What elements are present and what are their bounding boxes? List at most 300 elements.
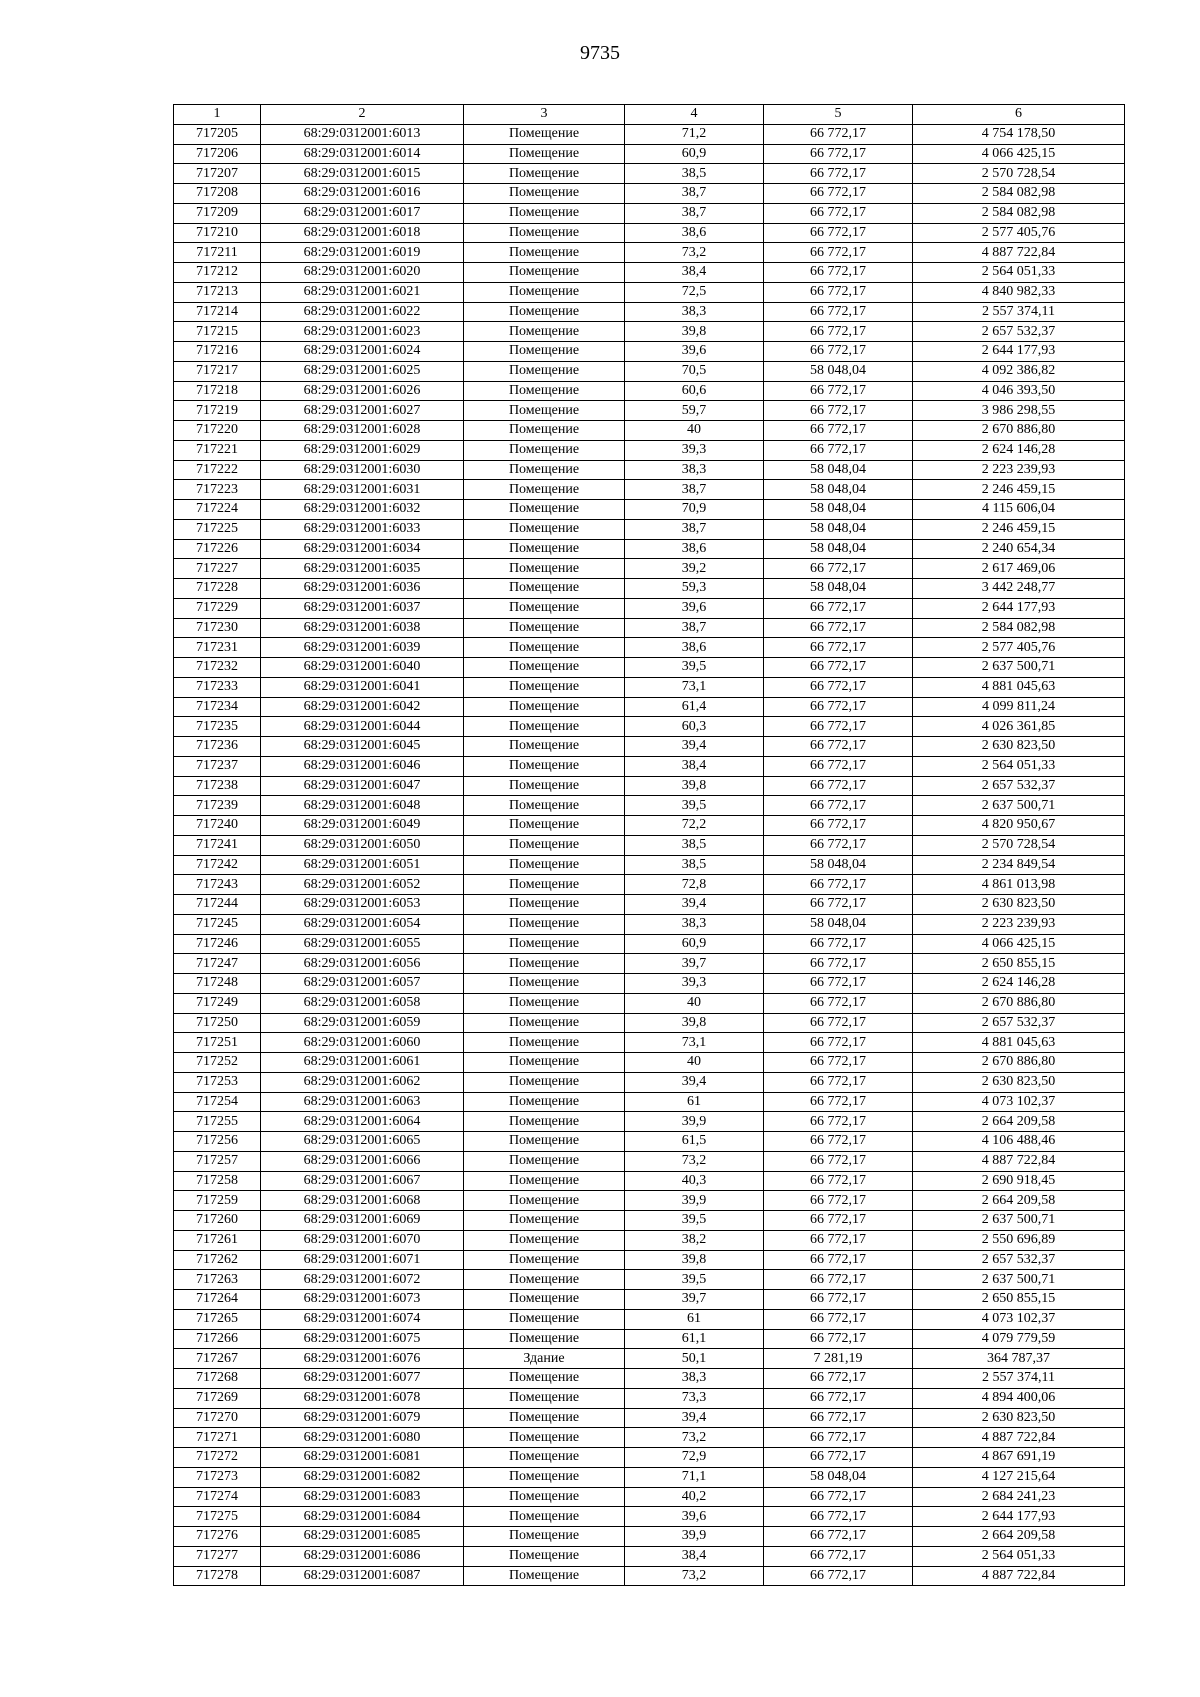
- table-row: [174, 1250, 1125, 1270]
- row-number-cell: 717260: [174, 1211, 261, 1231]
- specific-value-cell: 66 772,17: [764, 263, 913, 283]
- cadastral-value-cell: 4 099 811,24: [913, 697, 1125, 717]
- row-number-cell: 717208: [174, 184, 261, 204]
- cadastral-number-cell: 68:29:0312001:6053: [261, 895, 464, 915]
- area-cell: 39,9: [625, 1191, 764, 1211]
- table-row: [174, 243, 1125, 263]
- object-type-cell: Помещение: [464, 1546, 625, 1566]
- cadastral-value-cell: 4 092 386,82: [913, 361, 1125, 381]
- cadastral-number-cell: 68:29:0312001:6033: [261, 519, 464, 539]
- object-type-cell: Помещение: [464, 1230, 625, 1250]
- object-type-cell: Помещение: [464, 500, 625, 520]
- row-number-cell: 717256: [174, 1132, 261, 1152]
- object-type-cell: Помещение: [464, 1388, 625, 1408]
- row-number-cell: 717246: [174, 934, 261, 954]
- cadastral-value-cell: 4 887 722,84: [913, 1566, 1125, 1586]
- specific-value-cell: 66 772,17: [764, 816, 913, 836]
- object-type-cell: Помещение: [464, 1053, 625, 1073]
- cadastral-value-cell: 2 570 728,54: [913, 164, 1125, 184]
- row-number-cell: 717224: [174, 500, 261, 520]
- specific-value-cell: 66 772,17: [764, 1072, 913, 1092]
- specific-value-cell: 58 048,04: [764, 519, 913, 539]
- cadastral-value-cell: 4 861 013,98: [913, 875, 1125, 895]
- area-cell: 61: [625, 1092, 764, 1112]
- specific-value-cell: 66 772,17: [764, 1408, 913, 1428]
- area-cell: 39,8: [625, 1013, 764, 1033]
- object-type-cell: Помещение: [464, 796, 625, 816]
- cadastral-number-cell: 68:29:0312001:6035: [261, 559, 464, 579]
- specific-value-cell: 66 772,17: [764, 1270, 913, 1290]
- cadastral-value-cell: 4 887 722,84: [913, 1428, 1125, 1448]
- table-row: [174, 855, 1125, 875]
- row-number-cell: 717249: [174, 993, 261, 1013]
- cadastral-value-cell: 2 630 823,50: [913, 1072, 1125, 1092]
- row-number-cell: 717222: [174, 460, 261, 480]
- object-type-cell: Помещение: [464, 737, 625, 757]
- specific-value-cell: 66 772,17: [764, 796, 913, 816]
- row-number-cell: 717232: [174, 658, 261, 678]
- area-cell: 39,6: [625, 1507, 764, 1527]
- table-row: [174, 579, 1125, 599]
- specific-value-cell: 66 772,17: [764, 164, 913, 184]
- table-row: [174, 1211, 1125, 1231]
- object-type-cell: Помещение: [464, 954, 625, 974]
- specific-value-cell: 66 772,17: [764, 381, 913, 401]
- area-cell: 72,9: [625, 1448, 764, 1468]
- object-type-cell: Помещение: [464, 203, 625, 223]
- row-number-cell: 717265: [174, 1309, 261, 1329]
- area-cell: 39,5: [625, 796, 764, 816]
- row-number-cell: 717258: [174, 1171, 261, 1191]
- cadastral-value-cell: 2 684 241,23: [913, 1487, 1125, 1507]
- cadastral-number-cell: 68:29:0312001:6069: [261, 1211, 464, 1231]
- table-row: [174, 816, 1125, 836]
- cadastral-number-cell: 68:29:0312001:6029: [261, 440, 464, 460]
- cadastral-value-cell: 4 046 393,50: [913, 381, 1125, 401]
- object-type-cell: Помещение: [464, 243, 625, 263]
- cadastral-value-cell: 2 624 146,28: [913, 440, 1125, 460]
- row-number-cell: 717216: [174, 342, 261, 362]
- row-number-cell: 717259: [174, 1191, 261, 1211]
- cadastral-number-cell: 68:29:0312001:6045: [261, 737, 464, 757]
- specific-value-cell: 66 772,17: [764, 618, 913, 638]
- specific-value-cell: 58 048,04: [764, 460, 913, 480]
- area-cell: 38,6: [625, 539, 764, 559]
- table-row: [174, 776, 1125, 796]
- cadastral-number-cell: 68:29:0312001:6050: [261, 835, 464, 855]
- row-number-cell: 717218: [174, 381, 261, 401]
- cadastral-value-cell: 4 840 982,33: [913, 282, 1125, 302]
- area-cell: 73,2: [625, 1428, 764, 1448]
- table-row: [174, 559, 1125, 579]
- cadastral-number-cell: 68:29:0312001:6037: [261, 598, 464, 618]
- area-cell: 39,3: [625, 440, 764, 460]
- cadastral-value-cell: 2 664 209,58: [913, 1112, 1125, 1132]
- specific-value-cell: 66 772,17: [764, 302, 913, 322]
- row-number-cell: 717206: [174, 144, 261, 164]
- table-row: [174, 203, 1125, 223]
- cadastral-number-cell: 68:29:0312001:6016: [261, 184, 464, 204]
- row-number-cell: 717263: [174, 1270, 261, 1290]
- cadastral-value-cell: 2 650 855,15: [913, 1290, 1125, 1310]
- cadastral-number-cell: 68:29:0312001:6057: [261, 974, 464, 994]
- object-type-cell: Помещение: [464, 1290, 625, 1310]
- object-type-cell: Помещение: [464, 1329, 625, 1349]
- specific-value-cell: 66 772,17: [764, 756, 913, 776]
- table-row: [174, 598, 1125, 618]
- row-number-cell: 717226: [174, 539, 261, 559]
- object-type-cell: Помещение: [464, 1566, 625, 1586]
- cadastral-number-cell: 68:29:0312001:6039: [261, 638, 464, 658]
- row-number-cell: 717235: [174, 717, 261, 737]
- specific-value-cell: 66 772,17: [764, 1487, 913, 1507]
- object-type-cell: Помещение: [464, 993, 625, 1013]
- cadastral-number-cell: 68:29:0312001:6048: [261, 796, 464, 816]
- table-row: [174, 895, 1125, 915]
- row-number-cell: 717238: [174, 776, 261, 796]
- row-number-cell: 717253: [174, 1072, 261, 1092]
- specific-value-cell: 66 772,17: [764, 1132, 913, 1152]
- specific-value-cell: 66 772,17: [764, 1428, 913, 1448]
- specific-value-cell: 66 772,17: [764, 1211, 913, 1231]
- cadastral-number-cell: 68:29:0312001:6087: [261, 1566, 464, 1586]
- table-row: [174, 519, 1125, 539]
- table-row: [174, 677, 1125, 697]
- cadastral-number-cell: 68:29:0312001:6021: [261, 282, 464, 302]
- table-row: [174, 796, 1125, 816]
- cadastral-number-cell: 68:29:0312001:6052: [261, 875, 464, 895]
- area-cell: 39,8: [625, 1250, 764, 1270]
- cadastral-number-cell: 68:29:0312001:6080: [261, 1428, 464, 1448]
- area-cell: 73,2: [625, 1151, 764, 1171]
- object-type-cell: Помещение: [464, 974, 625, 994]
- area-cell: 39,7: [625, 954, 764, 974]
- area-cell: 39,6: [625, 598, 764, 618]
- object-type-cell: Помещение: [464, 1369, 625, 1389]
- area-cell: 39,3: [625, 974, 764, 994]
- cadastral-number-cell: 68:29:0312001:6028: [261, 421, 464, 441]
- object-type-cell: Помещение: [464, 559, 625, 579]
- specific-value-cell: 66 772,17: [764, 421, 913, 441]
- cadastral-value-cell: 2 577 405,76: [913, 638, 1125, 658]
- object-type-cell: Помещение: [464, 184, 625, 204]
- cadastral-value-cell: 2 223 239,93: [913, 914, 1125, 934]
- cadastral-value-cell: 2 246 459,15: [913, 480, 1125, 500]
- area-cell: 39,5: [625, 1211, 764, 1231]
- row-number-cell: 717262: [174, 1250, 261, 1270]
- cadastral-number-cell: 68:29:0312001:6062: [261, 1072, 464, 1092]
- cadastral-number-cell: 68:29:0312001:6022: [261, 302, 464, 322]
- cadastral-value-cell: 2 637 500,71: [913, 796, 1125, 816]
- area-cell: 39,4: [625, 895, 764, 915]
- row-number-cell: 717221: [174, 440, 261, 460]
- object-type-cell: Помещение: [464, 322, 625, 342]
- area-cell: 38,2: [625, 1230, 764, 1250]
- cadastral-number-cell: 68:29:0312001:6034: [261, 539, 464, 559]
- row-number-cell: 717251: [174, 1033, 261, 1053]
- specific-value-cell: 66 772,17: [764, 1013, 913, 1033]
- row-number-cell: 717261: [174, 1230, 261, 1250]
- cadastral-number-cell: 68:29:0312001:6025: [261, 361, 464, 381]
- cadastral-value-cell: 2 637 500,71: [913, 1211, 1125, 1231]
- object-type-cell: Помещение: [464, 598, 625, 618]
- table-row: [174, 1388, 1125, 1408]
- area-cell: 40,2: [625, 1487, 764, 1507]
- cadastral-value-cell: 2 584 082,98: [913, 203, 1125, 223]
- table-row: [174, 1290, 1125, 1310]
- cadastral-number-cell: 68:29:0312001:6071: [261, 1250, 464, 1270]
- table-row: [174, 1349, 1125, 1369]
- object-type-cell: Помещение: [464, 1309, 625, 1329]
- cadastral-value-cell: 2 664 209,58: [913, 1191, 1125, 1211]
- table-row: [174, 282, 1125, 302]
- cadastral-number-cell: 68:29:0312001:6046: [261, 756, 464, 776]
- object-type-cell: Помещение: [464, 1507, 625, 1527]
- cadastral-number-cell: 68:29:0312001:6041: [261, 677, 464, 697]
- area-cell: 61,1: [625, 1329, 764, 1349]
- specific-value-cell: 66 772,17: [764, 1369, 913, 1389]
- specific-value-cell: 58 048,04: [764, 1467, 913, 1487]
- cadastral-value-cell: 2 670 886,80: [913, 421, 1125, 441]
- column-header-2: 2: [261, 105, 464, 125]
- area-cell: 39,6: [625, 342, 764, 362]
- object-type-cell: Помещение: [464, 1191, 625, 1211]
- specific-value-cell: 66 772,17: [764, 1309, 913, 1329]
- row-number-cell: 717212: [174, 263, 261, 283]
- cadastral-value-cell: 2 657 532,37: [913, 322, 1125, 342]
- area-cell: 39,8: [625, 776, 764, 796]
- area-cell: 40,3: [625, 1171, 764, 1191]
- row-number-cell: 717252: [174, 1053, 261, 1073]
- object-type-cell: Помещение: [464, 579, 625, 599]
- table-row: [174, 184, 1125, 204]
- specific-value-cell: 66 772,17: [764, 697, 913, 717]
- row-number-cell: 717219: [174, 401, 261, 421]
- cadastral-number-cell: 68:29:0312001:6084: [261, 1507, 464, 1527]
- cadastral-number-cell: 68:29:0312001:6026: [261, 381, 464, 401]
- row-number-cell: 717240: [174, 816, 261, 836]
- area-cell: 71,1: [625, 1467, 764, 1487]
- cadastral-value-cell: 4 073 102,37: [913, 1092, 1125, 1112]
- area-cell: 39,5: [625, 1270, 764, 1290]
- object-type-cell: Помещение: [464, 914, 625, 934]
- specific-value-cell: 66 772,17: [764, 1546, 913, 1566]
- cadastral-number-cell: 68:29:0312001:6073: [261, 1290, 464, 1310]
- object-type-cell: Помещение: [464, 816, 625, 836]
- table-row: [174, 756, 1125, 776]
- area-cell: 39,8: [625, 322, 764, 342]
- cadastral-number-cell: 68:29:0312001:6065: [261, 1132, 464, 1152]
- table-row: [174, 1408, 1125, 1428]
- object-type-cell: Помещение: [464, 1092, 625, 1112]
- cadastral-value-cell: 4 115 606,04: [913, 500, 1125, 520]
- cadastral-number-cell: 68:29:0312001:6044: [261, 717, 464, 737]
- specific-value-cell: 58 048,04: [764, 539, 913, 559]
- row-number-cell: 717237: [174, 756, 261, 776]
- area-cell: 59,7: [625, 401, 764, 421]
- area-cell: 40: [625, 1053, 764, 1073]
- cadastral-number-cell: 68:29:0312001:6014: [261, 144, 464, 164]
- row-number-cell: 717269: [174, 1388, 261, 1408]
- cadastral-number-cell: 68:29:0312001:6076: [261, 1349, 464, 1369]
- cadastral-number-cell: 68:29:0312001:6054: [261, 914, 464, 934]
- table-row: [174, 223, 1125, 243]
- area-cell: 38,5: [625, 835, 764, 855]
- area-cell: 39,4: [625, 1072, 764, 1092]
- cadastral-value-cell: 2 550 696,89: [913, 1230, 1125, 1250]
- object-type-cell: Помещение: [464, 124, 625, 144]
- cadastral-number-cell: 68:29:0312001:6031: [261, 480, 464, 500]
- row-number-cell: 717248: [174, 974, 261, 994]
- row-number-cell: 717236: [174, 737, 261, 757]
- cadastral-value-cell: 2 557 374,11: [913, 1369, 1125, 1389]
- cadastral-value-cell: 2 570 728,54: [913, 835, 1125, 855]
- row-number-cell: 717255: [174, 1112, 261, 1132]
- row-number-cell: 717217: [174, 361, 261, 381]
- cadastral-value-table: [173, 104, 1125, 1586]
- cadastral-value-cell: 2 644 177,93: [913, 598, 1125, 618]
- object-type-cell: Помещение: [464, 1171, 625, 1191]
- cadastral-value-cell: 2 657 532,37: [913, 776, 1125, 796]
- cadastral-number-cell: 68:29:0312001:6056: [261, 954, 464, 974]
- object-type-cell: Помещение: [464, 263, 625, 283]
- cadastral-value-cell: 2 240 654,34: [913, 539, 1125, 559]
- table-row: [174, 1270, 1125, 1290]
- area-cell: 38,5: [625, 164, 764, 184]
- cadastral-value-cell: 4 881 045,63: [913, 1033, 1125, 1053]
- column-header-6: 6: [913, 105, 1125, 125]
- specific-value-cell: 66 772,17: [764, 1250, 913, 1270]
- area-cell: 71,2: [625, 124, 764, 144]
- cadastral-value-cell: 2 630 823,50: [913, 1408, 1125, 1428]
- row-number-cell: 717207: [174, 164, 261, 184]
- cadastral-value-cell: 2 630 823,50: [913, 737, 1125, 757]
- cadastral-value-cell: 2 630 823,50: [913, 895, 1125, 915]
- row-number-cell: 717257: [174, 1151, 261, 1171]
- table-row: [174, 302, 1125, 322]
- row-number-cell: 717223: [174, 480, 261, 500]
- area-cell: 73,2: [625, 243, 764, 263]
- object-type-cell: Помещение: [464, 282, 625, 302]
- cadastral-value-cell: 3 986 298,55: [913, 401, 1125, 421]
- object-type-cell: Помещение: [464, 697, 625, 717]
- cadastral-value-cell: 4 867 691,19: [913, 1448, 1125, 1468]
- object-type-cell: Помещение: [464, 776, 625, 796]
- cadastral-number-cell: 68:29:0312001:6020: [261, 263, 464, 283]
- specific-value-cell: 58 048,04: [764, 480, 913, 500]
- column-header-1: 1: [174, 105, 261, 125]
- row-number-cell: 717230: [174, 618, 261, 638]
- row-number-cell: 717227: [174, 559, 261, 579]
- row-number-cell: 717275: [174, 1507, 261, 1527]
- cadastral-value-cell: 2 670 886,80: [913, 1053, 1125, 1073]
- cadastral-value-cell: 2 650 855,15: [913, 954, 1125, 974]
- cadastral-number-cell: 68:29:0312001:6023: [261, 322, 464, 342]
- table-row: [174, 993, 1125, 1013]
- table-row: [174, 1151, 1125, 1171]
- area-cell: 39,5: [625, 658, 764, 678]
- specific-value-cell: 66 772,17: [764, 835, 913, 855]
- specific-value-cell: 66 772,17: [764, 895, 913, 915]
- specific-value-cell: 66 772,17: [764, 1191, 913, 1211]
- table-row: [174, 658, 1125, 678]
- table-header-row: [174, 105, 1125, 125]
- table-row: [174, 914, 1125, 934]
- row-number-cell: 717242: [174, 855, 261, 875]
- object-type-cell: Помещение: [464, 1033, 625, 1053]
- specific-value-cell: 66 772,17: [764, 342, 913, 362]
- object-type-cell: Помещение: [464, 1467, 625, 1487]
- area-cell: 38,3: [625, 302, 764, 322]
- area-cell: 61: [625, 1309, 764, 1329]
- cadastral-value-cell: 2 223 239,93: [913, 460, 1125, 480]
- cadastral-number-cell: 68:29:0312001:6060: [261, 1033, 464, 1053]
- cadastral-value-cell: 2 664 209,58: [913, 1527, 1125, 1547]
- row-number-cell: 717244: [174, 895, 261, 915]
- cadastral-number-cell: 68:29:0312001:6047: [261, 776, 464, 796]
- table-row: [174, 164, 1125, 184]
- area-cell: 59,3: [625, 579, 764, 599]
- area-cell: 38,5: [625, 855, 764, 875]
- specific-value-cell: 66 772,17: [764, 322, 913, 342]
- row-number-cell: 717211: [174, 243, 261, 263]
- area-cell: 72,2: [625, 816, 764, 836]
- area-cell: 39,4: [625, 737, 764, 757]
- cadastral-number-cell: 68:29:0312001:6027: [261, 401, 464, 421]
- row-number-cell: 717225: [174, 519, 261, 539]
- specific-value-cell: 66 772,17: [764, 282, 913, 302]
- cadastral-value-cell: 2 234 849,54: [913, 855, 1125, 875]
- specific-value-cell: 66 772,17: [764, 203, 913, 223]
- specific-value-cell: 66 772,17: [764, 776, 913, 796]
- table-row: [174, 460, 1125, 480]
- area-cell: 60,9: [625, 934, 764, 954]
- cadastral-number-cell: 68:29:0312001:6032: [261, 500, 464, 520]
- table-body: [174, 124, 1125, 1586]
- cadastral-value-cell: 2 557 374,11: [913, 302, 1125, 322]
- area-cell: 72,8: [625, 875, 764, 895]
- area-cell: 61,4: [625, 697, 764, 717]
- object-type-cell: Помещение: [464, 440, 625, 460]
- table-row: [174, 1507, 1125, 1527]
- object-type-cell: Помещение: [464, 1151, 625, 1171]
- column-header-5: 5: [764, 105, 913, 125]
- table-row: [174, 401, 1125, 421]
- area-cell: 38,4: [625, 1546, 764, 1566]
- table-row: [174, 1309, 1125, 1329]
- object-type-cell: Помещение: [464, 223, 625, 243]
- row-number-cell: 717277: [174, 1546, 261, 1566]
- cadastral-value-cell: 2 564 051,33: [913, 756, 1125, 776]
- cadastral-number-cell: 68:29:0312001:6067: [261, 1171, 464, 1191]
- specific-value-cell: 7 281,19: [764, 1349, 913, 1369]
- area-cell: 39,9: [625, 1527, 764, 1547]
- cadastral-number-cell: 68:29:0312001:6063: [261, 1092, 464, 1112]
- cadastral-number-cell: 68:29:0312001:6082: [261, 1467, 464, 1487]
- table-row: [174, 697, 1125, 717]
- cadastral-number-cell: 68:29:0312001:6081: [261, 1448, 464, 1468]
- cadastral-value-cell: 2 670 886,80: [913, 993, 1125, 1013]
- row-number-cell: 717276: [174, 1527, 261, 1547]
- specific-value-cell: 66 772,17: [764, 1527, 913, 1547]
- cadastral-number-cell: 68:29:0312001:6079: [261, 1408, 464, 1428]
- area-cell: 38,4: [625, 756, 764, 776]
- table-row: [174, 1191, 1125, 1211]
- cadastral-value-cell: 2 637 500,71: [913, 658, 1125, 678]
- specific-value-cell: 58 048,04: [764, 914, 913, 934]
- cadastral-number-cell: 68:29:0312001:6049: [261, 816, 464, 836]
- area-cell: 73,1: [625, 677, 764, 697]
